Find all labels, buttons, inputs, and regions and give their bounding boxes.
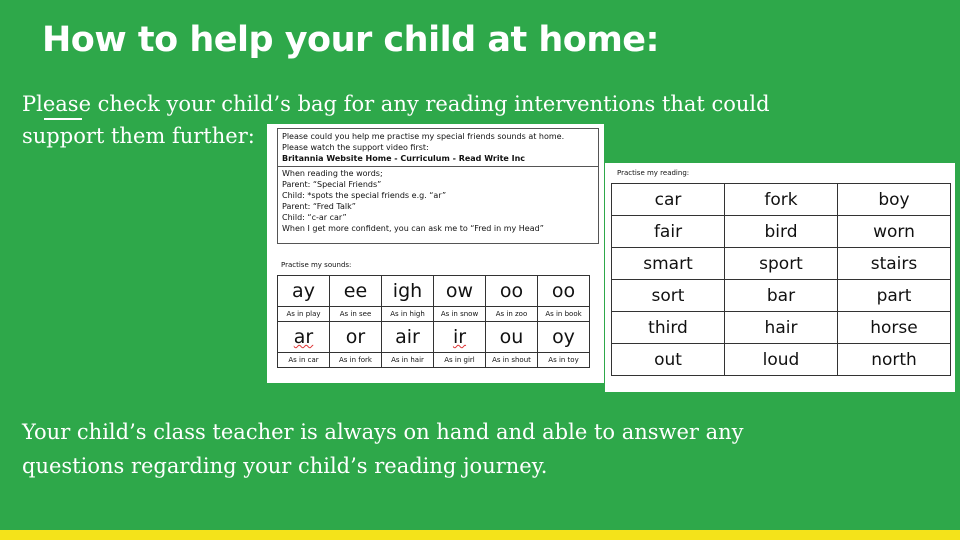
sounds-row [278,276,590,307]
closing-line: questions regarding your child’s reading journey. [22,454,548,478]
sound-cell: ay [278,276,330,307]
sound-cell: oo [538,276,590,307]
sound-cell: igh [382,276,434,307]
instructions-box [277,128,599,244]
sound-cell: air [382,322,434,353]
word-cell: part [838,280,951,312]
example-cell: As in see [330,307,382,322]
words-row [612,280,951,312]
sound-cell: oo [486,276,538,307]
example-cell: As in zoo [486,307,538,322]
word-cell: hair [725,312,838,344]
sound-cell: ow [434,276,486,307]
word-cell: bar [725,280,838,312]
word-cell: sport [725,248,838,280]
example-cell: As in play [278,307,330,322]
closing-line: Your child’s class teacher is always on hand and able to answer any [22,420,744,444]
example-cell: As in fork [330,353,382,368]
example-cell: As in girl [434,353,486,368]
words-row [612,184,951,216]
reading-worksheet-image [605,163,955,392]
reading-step: Child: “c-ar car” [282,213,347,222]
instruction-line: Please could you help me practise my special friends sounds at home. [282,132,565,141]
reading-steps [278,167,598,235]
bottom-accent-bar [0,530,960,540]
intro-line: support them further: [22,124,255,148]
words-table [611,183,951,376]
reading-step: When reading the words; [282,169,383,178]
instruction-line: Please watch the support video first: [282,143,429,152]
word-cell: worn [838,216,951,248]
intro-line: Please check your child’s bag for any reading interventions that could [22,92,770,116]
words-row [612,248,951,280]
word-cell: boy [838,184,951,216]
word-cell: fair [612,216,725,248]
example-cell: As in car [278,353,330,368]
instruction-line: Britannia Website Home - Curriculum - Read Write Inc [282,154,526,163]
word-cell: third [612,312,725,344]
word-cell: north [838,344,951,376]
sound-cell: or [330,322,382,353]
example-cell: As in toy [538,353,590,368]
sound-text: ar [293,326,314,348]
sound-cell [434,322,486,353]
reading-step: Parent: “Special Friends” [282,180,382,189]
word-cell: stairs [838,248,951,280]
sound-cell: ou [486,322,538,353]
example-cell: As in hair [382,353,434,368]
cursor-mark [44,118,82,120]
word-cell: sort [612,280,725,312]
word-cell: horse [838,312,951,344]
instructions-header [278,129,598,167]
examples-row [278,307,590,322]
sound-cell: oy [538,322,590,353]
example-cell: As in shout [486,353,538,368]
sounds-worksheet-image [267,124,604,383]
sound-text: ir [452,326,467,348]
words-row [612,216,951,248]
word-cell: smart [612,248,725,280]
example-cell: As in snow [434,307,486,322]
sounds-table [277,275,590,368]
example-cell: As in book [538,307,590,322]
word-cell: loud [725,344,838,376]
reading-step: When I get more confident, you can ask me to “Fred in my Head” [282,224,544,233]
word-cell: out [612,344,725,376]
sounds-label: Practise my sounds: [281,261,352,269]
reading-step: Child: *spots the special friends e.g. “ar” [282,191,447,200]
sounds-row [278,322,590,353]
example-cell: As in high [382,307,434,322]
examples-row [278,353,590,368]
word-cell: car [612,184,725,216]
words-row [612,344,951,376]
reading-step: Parent: “Fred Talk” [282,202,356,211]
words-row [612,312,951,344]
closing-text [22,415,862,483]
slide-title: How to help your child at home: [42,20,660,60]
sound-cell: ee [330,276,382,307]
sound-cell [278,322,330,353]
word-cell: fork [725,184,838,216]
reading-label: Practise my reading: [617,169,690,177]
word-cell: bird [725,216,838,248]
